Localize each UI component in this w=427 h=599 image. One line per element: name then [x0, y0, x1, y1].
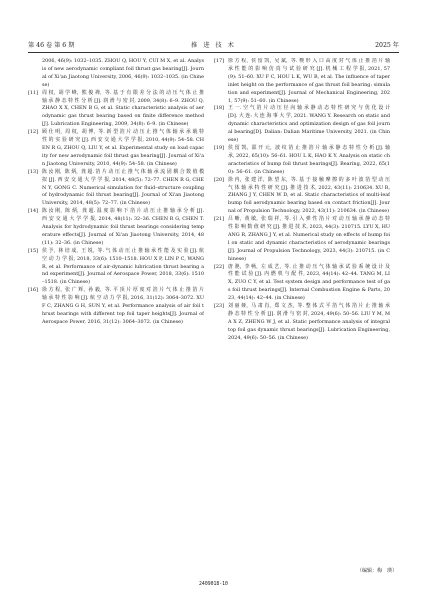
reference-text: 侯 予，林 培 成，王 锐，等. 气 体 动 压 止 推 轴 承 性 能 及 实 验 [J]. 航 空 动 力 学 报, 2018, 33(6): 1510–1518. HOU X P, LIN P C, WANG R, et al. Performance of air-dynamic lubrication thrust bearing and experiment[J]. Journal of Aerospace Power, 2018, 33(6): 1510–1518. (in Chinese): [42, 247, 204, 286]
reference-item: [214, 177, 390, 217]
reference-item: [28, 129, 204, 169]
reference-number: [11]: [28, 89, 39, 96]
reference-number: [18]: [214, 105, 225, 112]
page-code: 2409018-10: [199, 582, 228, 587]
publication-year: 2025 年: [375, 42, 399, 49]
reference-item: [214, 264, 390, 304]
reference-item: [28, 169, 204, 209]
left-column: [28, 58, 204, 536]
reference-number: [13]: [28, 168, 39, 175]
reference-text: 顾 仕 明，周 权，胡 博，等. 新 型 箔 片 动 压 止 推 气 体 轴 承 承 载 特 性 的 实 验 研 究 [J]. 西 安 交 通 大 学 学 报, 2010, 44(9): 54–58. CHEN R G, ZHOU Q, LIU Y, et al. Experimental study on load capacity for new aerodynamic foil thrust gas bearing[J]. Journal of Xi'an Jiaotong University, 2010, 44(9): 54–58. (in Chinese): [42, 129, 204, 167]
reference-item: [214, 303, 390, 343]
reference-text: 刘 丽 娅，马 肃 肖，郑 文 杰，等. 整 体 式 平 箔 气 体 箔 片 止 推 轴 承 静 态 特 性 分 析 [J]. 润 滑 与 密 封, 2024, 49(6): 50–56. LIU Y M, MA X Z, ZHENG W J, et al. Static performance analysis of integral top foil gas dynamic thrust bearings[J]. Lubrication Engineering, 2024, 49(6): 50–56. (in Chinese): [228, 303, 390, 341]
editor-note: （编辑：梅 瑛）: [356, 568, 397, 574]
running-header: [28, 40, 399, 53]
reference-number: [15]: [28, 247, 39, 254]
reference-item: [214, 145, 390, 177]
reference-text: 吕 晰，黄 敏，张 瑞 祥，等. 引 入 弹 性 箔 片 对 动 压 轴 承 静 动 态 特 性 影 响 数 值 研 究 [J]. 推 进 技 术, 2023, 44(3): 210715. LYU X, HUANG R, ZHANG J Y, et al. Numerical study on effects of bump foil on static and dynamic characteristics of aerodynamic bearings[J]. Journal of Propulsion Technology, 2023, 44(3): 210715. (in Chinese): [228, 216, 390, 262]
reference-text: 陈 汝 刚，陈 炳，龚 超. 温 度 影 响 下 箔 片 动 压 止 推 轴 承 分 析 [J]. 西 安 交 通 大 学 学 报, 2014, 48(11): 32–36. CHEN R G, CHEN T. Analysis for hydrodynamic foil thrust bearings considering temperature effects[J]. Journal of Xi'an Jiaotong University, 2014, 48(11): 32–36. (in Chinese): [42, 208, 204, 246]
reference-item: [28, 208, 204, 248]
reference-item: [28, 90, 204, 130]
right-column: [214, 58, 390, 536]
reference-item: [28, 248, 204, 288]
reference-text: 周 权，胡 学 峰，熊 俊 禅，等. 基 于 有 限 差 分 法 的 动 压 气 体 止 推 轴 承 静 态 特 性 分 析 [J]. 润 滑 与 密 封, 2009, 34(8): 6–9. ZHOU Q, ZHAO X X, CHEN B G, et al. Static characteristic analysis of aerodynamic gas thrust bearing based on finite difference method[J]. Lubrication Engineering, 2009, 34(8): 6–9. (in Chinese): [42, 89, 204, 128]
reference-text: 徐 冉，张 建 洋，陈 望 东，等. 基 于 接 触 摩 擦 的 多 叶 波 箔 型 动 压 气 体 轴 承 特 性 研 究 [J]. 推 进 技 术, 2022, 43(11): 210634. XU R, ZHANG J Y, CHEN W D, et al. Static characteristics of multi-leaf bump foil aerodynamic bearing based on contact friction[J]. Journal of Propulsion Technology, 2022, 43(11): 210634. (in Chinese): [228, 176, 390, 215]
reference-number: [16]: [28, 287, 39, 294]
reference-number: [17]: [214, 58, 225, 64]
reference-item: [214, 58, 390, 105]
reference-number: [19]: [214, 144, 225, 151]
reference-continuation: [28, 58, 204, 90]
reference-text: 2006, 46(9): 1032–1035. ZHOU Q, HOU Y, CUI M X, et al. Analysis of new aerodynamic compliant foil thrust gas bearing[J]. Journal of Xi'an Jiaotong University, 2006, 46(9): 1032–1035. (in Chinese): [42, 58, 204, 88]
journal-name: 推 进 技 术: [191, 42, 236, 49]
reference-item: [214, 216, 390, 263]
volume-issue: 第 46 卷 第 6 期: [28, 42, 75, 49]
reference-item: [214, 105, 390, 145]
reference-number: [20]: [214, 176, 225, 183]
reference-number: [21]: [214, 216, 225, 223]
reference-text: 徐 方 程，张 广 辉，孙 毅，等. 平 顶 片 厚 度 对 箔 片 气 体 止 推 箔 片 轴 承 特 性 影 响 [J]. 航 空 动 力 学 报, 2016, 31(12): 3064–3072. XU F C, ZHANG G H, SUN Y, et al. Performance analysis of air foil thrust bearings with different top foil taper heights[J]. Journal of Aerospace Power, 2016, 31(12): 3064–3072. (in Chinese): [42, 287, 204, 325]
reference-number: [22]: [214, 263, 225, 270]
reference-number: [14]: [28, 208, 39, 215]
reference-number: [12]: [28, 129, 39, 136]
reference-text: 侯 留 凯，邵 开 元，波 纹 箔 止 推 箔 片 轴 承 静 态 特 性 分 析 [J]. 轴 承, 2022, 65(10): 56–61. HOU L K, HAO K Y. Analysis on static characteristics of bump foil thrust bearings[J]. Bearing, 2022, 65(10): 56–61. (in Chinese): [228, 144, 390, 175]
reference-text: 王 一. 空 气 箔 片 动 压 径 向 轴 承 静 动 态 特 性 研 究 与 优 化 设 计 [D]. 大 连: 大 连 海 事 大 学, 2021. WANG Y. Research on static and dynamic characteristics and optimization design of gas foil journal bearing[D]. Dalian: Dalian Maritime University, 2021. (in Chinese): [228, 105, 390, 144]
reference-number: [23]: [214, 303, 225, 310]
reference-item: [28, 287, 204, 327]
reference-text: 唐 滟，李 畅，左 成 艺，等. 止 推 动 压 气 体 轴 承 试 验 系 统 设 计 及 性 能 试 验 [J]. 内 燃 机 与 配 件, 2023, 44(14): 42–44. TANG M, LI X, ZUO C Y, et al. Test system design and performance test of gas foil thrust bearings[J]. Internal Combustion Engine & Parts, 2023, 44(14): 42–44. (in Chinese): [228, 263, 390, 302]
reference-text: 陈 汝 刚，陈 炳，龚 超. 箔 片 动 压 止 推 气 体 轴 承 流 固 耦 合 数 值 模 拟 [J]. 西 安 交 通 大 学 学 报, 2014, 48(5): 72–77. CHEN R G, CHEN Y, GONG C. Numerical simulation for fluid–structure coupling of hydrodynamic foil thrust bearing[J]. Journal of Xi'an Jiaotong University, 2014, 48(5): 72–77. (in Chinese): [42, 168, 204, 207]
reference-text: 徐 方 程，侯 留 凯，吴 斌，等. 楔 形 入 口 高 度 对 气 体 止 推 箔 片 轴 承 性 能 的 影 响 仿 真 与 试 验 研 究 [J]. 机 械 工 程 学 报, 2021, 57(9): 51–60. XU F C, HOU L K, WU B, et al. The influence of taper inlet height on the performance of gas thrust foil bearing: simulation and experiment[J]. Journal of Mechanical Engineering, 2021, 57(9): 51–60. (in Chinese): [228, 58, 390, 104]
